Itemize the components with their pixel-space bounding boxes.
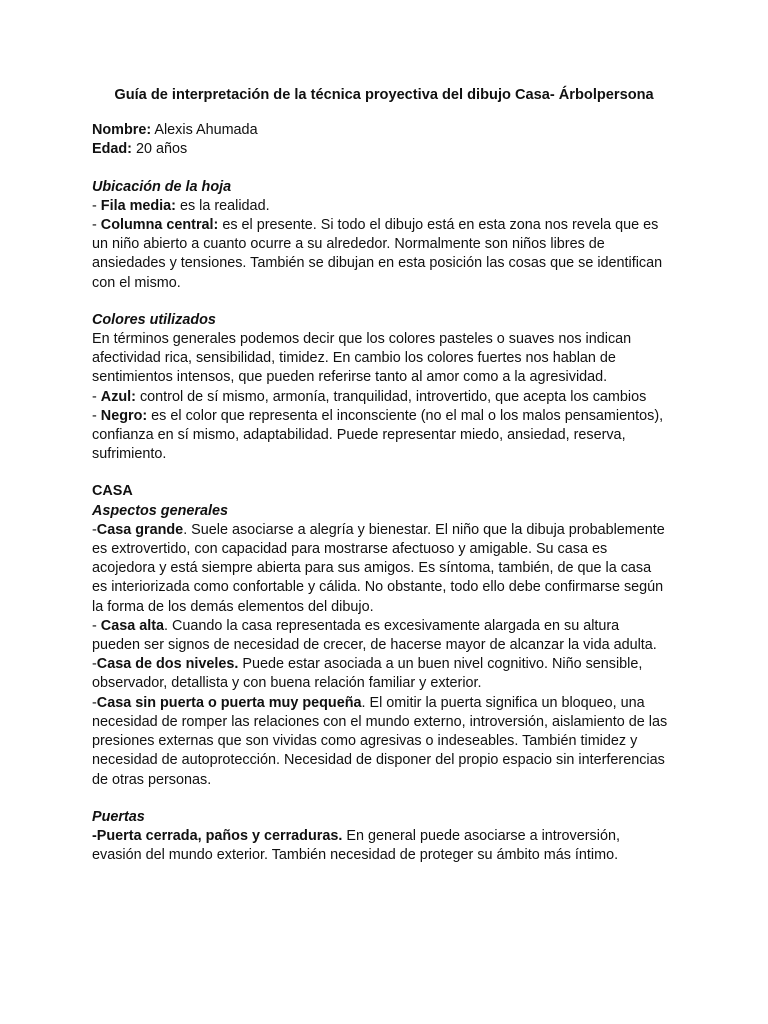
list-item (92, 407, 668, 465)
item-text: . Suele asociarse a alegría y bienestar. El niño que la dibuja probablemente es extrovertido, con capacidad para mostrarse afectuoso y amigable. Su casa es acojedora y está siempre abierta para sus amigos. Es síntoma, también, de que la casa es interiorizada como confortable y cálida. No obstante, todo ello debe confirmarse según la forma de los demás elementos del dibujo. (92, 521, 665, 615)
item-text: es la realidad. (175, 197, 270, 214)
item-prefix: - (92, 388, 101, 405)
item-prefix: - (92, 197, 101, 214)
item-text: control de sí mismo, armonía, tranquilidad, introvertido, que acepta los cambios (135, 388, 647, 405)
name-value: Alexis Ahumada (151, 122, 258, 139)
list-item (92, 388, 668, 407)
item-term: Casa alta (100, 617, 164, 634)
list-item (92, 655, 668, 693)
item-term: -Puerta cerrada, paños y cerraduras. (92, 827, 343, 844)
section-heading: Colores utilizados (92, 311, 216, 328)
item-term: Casa grande (96, 521, 184, 538)
item-term: Casa de dos niveles. (96, 656, 239, 673)
section-heading: CASA (92, 483, 133, 500)
list-item (92, 827, 668, 865)
item-prefix: - (92, 521, 97, 538)
section-heading: Puertas (92, 808, 145, 825)
section-puertas (92, 808, 668, 866)
item-term: Negro: (100, 407, 148, 424)
list-item (92, 617, 668, 655)
section-ubicacion (92, 178, 668, 293)
item-term: Azul: (100, 388, 136, 405)
list-item (92, 197, 668, 216)
item-text: . El omitir la puerta significa un bloqueo, una necesidad de romper las relaciones con el mundo externo, introversión, aislamiento de las presiones externas que son vividas como agresivas o indeseables. También timidez y necesidad de autoprotección. Necesidad de disponer del propio espacio sin interferencias de otras personas. (92, 694, 668, 788)
section-colores (92, 311, 668, 465)
section-intro: En términos generales podemos decir que los colores pasteles o suaves nos indican afectividad rica, sensibilidad, timidez. En cambio los colores fuertes nos hablan de sentimientos intensos, que pueden referirse tanto al amor como a la agresividad. (92, 331, 632, 386)
item-text: En general puede asociarse a introversión, evasión del mundo exterior. También necesidad de proteger su ámbito más íntimo. (92, 827, 620, 864)
item-prefix: - (92, 617, 101, 634)
item-term: Fila media: (100, 197, 176, 214)
list-item (92, 694, 668, 790)
item-term: Columna central: (100, 217, 219, 234)
item-prefix: - (92, 694, 97, 711)
name-label: Nombre: (92, 122, 152, 139)
section-casa (92, 482, 668, 789)
age-label: Edad: (92, 141, 132, 158)
age-line (92, 140, 668, 159)
list-item (92, 521, 668, 617)
item-text: Puede estar asociada a un buen nivel cognitivo. Niño sensible, observador, detallista y con buena relación familiar y exterior. (92, 656, 643, 692)
age-value: 20 años (131, 141, 188, 158)
item-prefix: - (92, 407, 101, 424)
personal-info (92, 121, 668, 159)
item-prefix: - (92, 656, 97, 673)
item-prefix: - (92, 217, 101, 234)
item-text: . Cuando la casa representada es excesivamente alargada en su altura pueden ser signos de necesidad de crecer, de hacerse mayor de alcanzar la vida adulta. (92, 617, 657, 654)
section-subheading: Aspectos generales (92, 502, 228, 519)
item-text: es el presente. Si todo el dibujo está en esta zona nos revela que es un niño abierto a cuanto ocurre a su alrededor. Normalmente son niños libres de ansiedades y tensiones. También se dibujan en esta posición las cosas que se identifican con el mismo. (92, 217, 663, 291)
item-text: es el color que representa el inconsciente (no el mal o los malos pensamientos), confianza en sí mismo, adaptabilidad. Puede representar miedo, ansiedad, reserva, sufrimiento. (92, 407, 664, 463)
list-item (92, 216, 668, 293)
item-term: Casa sin puerta o puerta muy pequeña (96, 694, 362, 711)
name-line (92, 121, 668, 140)
document-title: Guía de interpretación de la técnica proyectiva del dibujo Casa- Árbolpersona (114, 87, 654, 103)
section-heading: Ubicación de la hoja (92, 178, 232, 195)
